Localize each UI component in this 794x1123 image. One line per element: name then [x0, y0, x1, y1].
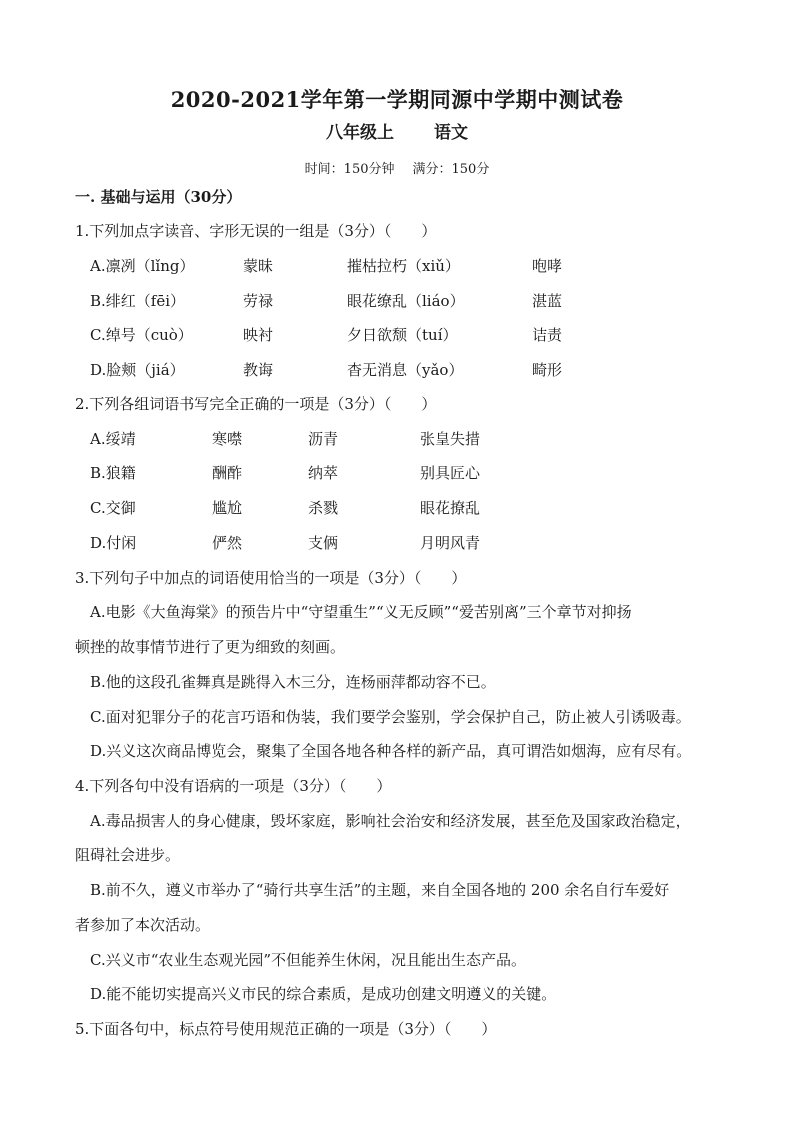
q1-option-b-4: 湛蓝 — [532, 292, 563, 310]
q4-option-a-line1: A.毒品损害人的身心健康，毁坏家庭，影响社会治安和经济发展，甚至危及国家政治稳定， — [90, 812, 691, 830]
q2-option-c-2: 尴尬 — [212, 499, 243, 517]
q2-option-d-4: 月明风青 — [420, 534, 481, 552]
exam-subtitle — [0, 118, 794, 143]
q2-option-b-1: B.狼籍 — [90, 464, 136, 482]
q1-option-a-4: 咆哮 — [532, 257, 563, 275]
q4-option-c: C.兴义市“农业生态观光园”不但能养生休闲，况且能出生态产品。 — [90, 951, 527, 969]
q2-option-a-3: 沥青 — [308, 430, 339, 448]
q3-option-b: B.他的这段孔雀舞真是跳得入木三分，连杨丽萍都动容不已。 — [90, 673, 496, 691]
q2-option-d-1: D.付闲 — [90, 534, 137, 552]
question-3-stem: 3.下列句子中加点的词语使用恰当的一项是（3分）（ ） — [75, 569, 467, 587]
question-5-stem: 5.下面各句中，标点符号使用规范正确的一项是（3分）（ ） — [75, 1020, 497, 1038]
q1-option-d-3: 杳无消息（yǎo） — [347, 361, 464, 379]
question-1-stem: 1.下列加点字读音、字形无误的一组是（3分）（ ） — [75, 222, 437, 240]
q2-option-c-3: 杀戮 — [308, 499, 339, 517]
q3-option-a-line2: 顿挫的故事情节进行了更为细致的刻画。 — [75, 638, 346, 656]
q2-option-c-1: C.交御 — [90, 499, 136, 517]
q2-option-b-2: 酬酢 — [212, 464, 243, 482]
q2-option-a-2: 寒噤 — [212, 430, 243, 448]
q2-option-b-4: 别具匠心 — [420, 464, 481, 482]
q1-option-b-1: B.绯红（fēi） — [90, 292, 186, 310]
q1-option-c-1: C.绰号（cuò） — [90, 326, 193, 344]
subject-label: 语文 — [434, 123, 468, 143]
q1-option-a-1: A.凛冽（lǐng） — [90, 257, 195, 275]
q3-option-c: C.面对犯罪分子的花言巧语和伪装，我们要学会鉴别，学会保护自己，防止被人引诱吸毒。 — [90, 708, 691, 726]
q1-option-d-2: 教诲 — [243, 361, 274, 379]
q4-option-a-line2: 阻碍社会进步。 — [75, 846, 181, 864]
q1-option-d-1: D.脸颊（jiá） — [90, 361, 185, 379]
grade-label: 八年级上 — [326, 123, 394, 143]
q4-option-d: D.能不能切实提高兴义市民的综合素质，是成功创建文明遵义的关键。 — [90, 985, 557, 1003]
q1-option-c-4: 诘责 — [532, 326, 563, 344]
q2-option-a-1: A.绥靖 — [90, 430, 136, 448]
time-limit: 时间：150分钟 — [304, 162, 395, 177]
q4-option-b-line2: 者参加了本次活动。 — [75, 916, 211, 934]
full-score: 满分：150分 — [412, 162, 490, 177]
q2-option-a-4: 张皇失措 — [420, 430, 481, 448]
q1-option-d-4: 畸形 — [532, 361, 563, 379]
q3-option-a-line1: A.电影《大鱼海棠》的预告片中“守望重生”“义无反顾”“爱苦别离”三个章节对抑扬 — [90, 603, 632, 621]
q1-option-c-3: 夕日欲颓（tuí） — [347, 326, 458, 344]
question-2-stem: 2.下列各组词语书写完全正确的一项是（3分）（ ） — [75, 395, 437, 413]
q2-option-d-2: 俨然 — [212, 534, 243, 552]
q2-option-b-3: 纳萃 — [308, 464, 339, 482]
q1-option-b-2: 劳禄 — [243, 292, 274, 310]
section-heading: 一. 基础与运用（30分） — [75, 188, 242, 206]
exam-title: 2020-2021学年第一学期同源中学期中测试卷 — [170, 87, 624, 112]
q4-option-b-line1: B.前不久，遵义市举办了“骑行共享生活”的主题，来自全国各地的 200 余名自行车爱好 — [90, 881, 670, 899]
q2-option-d-3: 支俩 — [308, 534, 339, 552]
time-score-line — [0, 158, 794, 177]
q1-option-a-2: 蒙昧 — [243, 257, 274, 275]
q2-option-c-4: 眼花撩乱 — [420, 499, 481, 517]
q1-option-b-3: 眼花缭乱（liáo） — [347, 292, 465, 310]
q1-option-c-2: 映衬 — [243, 326, 274, 344]
q1-option-a-3: 摧枯拉朽（xiǔ） — [347, 257, 460, 275]
q3-option-d: D.兴义这次商品博览会，聚集了全国各地各种各样的新产品，真可谓浩如烟海，应有尽有。 — [90, 742, 692, 760]
question-4-stem: 4.下列各句中没有语病的一项是（3分）（ ） — [75, 777, 392, 795]
